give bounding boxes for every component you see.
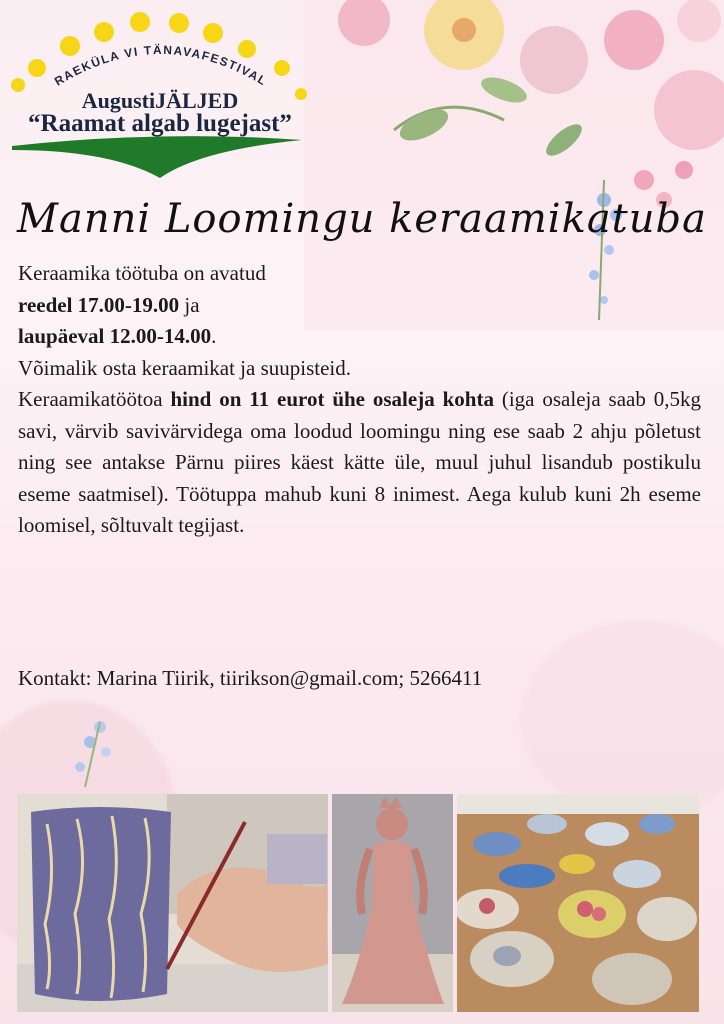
friday-hours	[18, 290, 701, 322]
logo-line-3: “Raamat algab lugejast”	[28, 110, 292, 137]
purchase-note: Võimalik osta keraamikat ja suupisteid.	[18, 355, 352, 380]
logo-arc-text: RAEKÜLA VI TÄNAVAFESTIVAL	[51, 42, 270, 89]
price-details: (iga osaleja saab 0,5kg savi, värvib savivärvidega oma loodud loomingu ning ese saab 2 ahju põletust ning see antakse Pärnu piires käest kätte üle, muul juhul lisandub postikulu eseme saatmisel). Töötuppa mahub kuni 8 inimest. Aega kulub kuni 2h eseme loomisel, sõltuvalt tegijast.	[18, 387, 701, 537]
logo-line-2: AugustiJÄLJED	[81, 88, 239, 113]
photo-painting-vase	[17, 794, 328, 1012]
friday-hours-rest: ja	[179, 292, 200, 317]
page-title: Manni Loomingu keraamikatuba	[17, 196, 707, 242]
bg-blob	[520, 620, 724, 820]
festival-logo	[0, 0, 320, 190]
contact-line: Kontakt: Marina Tiirik, tiirikson@gmail.com; 5266411	[18, 666, 483, 690]
saturday-hours	[18, 321, 701, 353]
saturday-hours-bold: laupäeval 12.00-14.00	[18, 324, 212, 348]
photo-ceramic-figure	[332, 794, 453, 1012]
saturday-hours-rest: .	[211, 324, 217, 348]
flower-decoration-small	[60, 712, 140, 792]
body-text	[18, 258, 701, 542]
price-bold: hind on 11 eurot ühe osaleja kohta	[170, 387, 494, 411]
price-paragraph	[18, 384, 701, 542]
friday-hours-bold: reedel 17.00-19.00	[18, 292, 180, 317]
opening-line: Keraamika töötuba on avatud	[18, 261, 266, 285]
photo-ceramic-birds	[457, 794, 699, 1012]
price-intro: Keraamikatöötoa	[18, 387, 171, 411]
svg-text:RAEKÜLA VI TÄNAVAFESTIVAL	[52, 42, 270, 89]
